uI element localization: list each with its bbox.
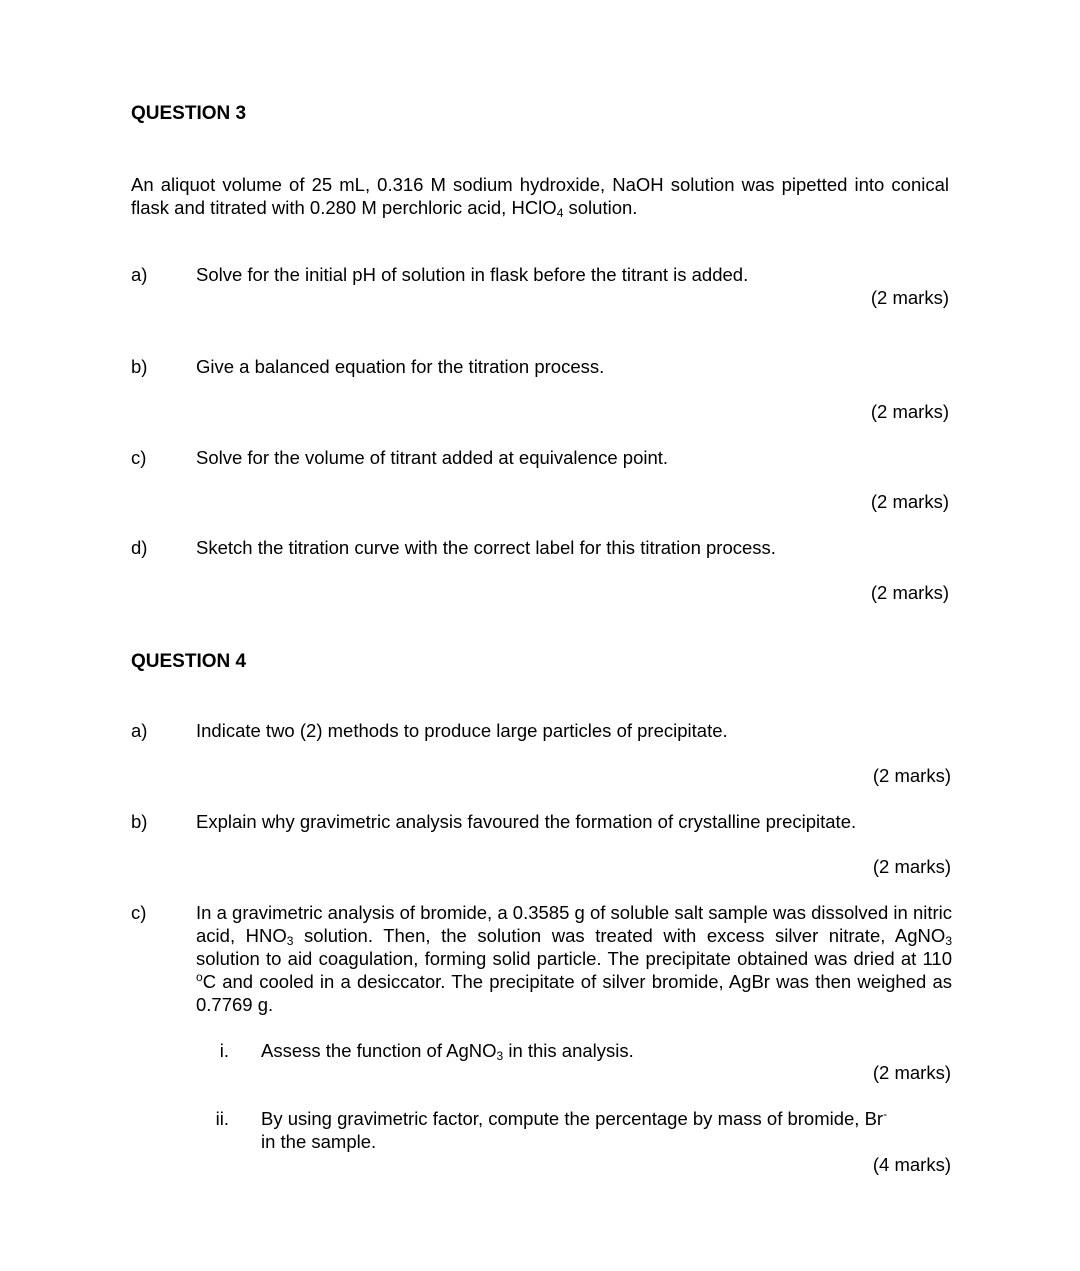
q4-part-a-marks: (2 marks) [872,765,951,786]
q4-c-sub-ii-text-line1: By using gravimetric factor, compute the percentage by mass of bromide, Br- [261,1107,888,1129]
q3-part-c-marks: (2 marks) [870,491,949,512]
q4-part-a-letter: a) [131,720,148,741]
q4-part-b-text: Explain why gravimetric analysis favoured the formation of crystalline precipitate. [196,811,857,832]
question-4-heading: QUESTION 4 [131,651,247,672]
q4-part-c-paragraph: In a gravimetric analysis of bromide, a 0.3585 g of soluble salt sample was dissolved in nitric acid, $HNO_3$ solution. Then, the solution was treated with excess silver nitrate, AgNO$_3$ solution to aid coagulation, forming solid particle. The precipitate obtained was dried at 110 $^o$C and cooled in a desiccator. The precipitate of silver bromide, AgBr was then weighed as 0.7769 g. [196,902,952,1015]
q4-c-sub-ii-number: ii. [215,1108,229,1129]
q3-part-c-letter: c) [131,447,147,468]
q3-part-a-marks: (2 marks) [870,287,949,308]
q4-part-b-letter: b) [131,811,148,832]
q4-c-sub-i-text: Assess the function of AgNO$_3$ in this analysis. [261,1040,634,1063]
q3-part-b-text: Give a balanced equation for the titration process. [196,356,605,377]
q3-part-d-marks: (2 marks) [870,582,949,603]
q3-part-a-letter: a) [131,264,148,285]
q3-part-d-letter: d) [131,537,148,558]
q4-c-sub-ii-text-line2: in the sample. [261,1131,377,1152]
q4-c-sub-i-marks: (2 marks) [872,1062,951,1083]
q3-part-b-letter: b) [131,356,148,377]
question-3-heading: QUESTION 3 [131,103,247,124]
q4-part-b-marks: (2 marks) [872,856,951,877]
q4-c-sub-i-number: i. [219,1040,229,1061]
q4-part-a-text: Indicate two (2) methods to produce large particles of precipitate. [196,720,728,741]
q4-c-sub-ii-marks: (4 marks) [872,1154,951,1175]
question-3-intro: An aliquot volume of 25 mL, 0.316 M sodium hydroxide, NaOH solution was pipetted into conical flask and titrated with 0.280 M perchloric acid, HClO$_4$ solution. [131,174,949,220]
q3-part-a-text: Solve for the initial pH of solution in flask before the titrant is added. [196,264,749,285]
q4-part-c-letter: c) [131,902,147,923]
q3-part-b-marks: (2 marks) [870,401,949,422]
q3-part-d-text: Sketch the titration curve with the correct label for this titration process. [196,537,776,558]
q3-part-c-text: Solve for the volume of titrant added at equivalence point. [196,447,669,468]
